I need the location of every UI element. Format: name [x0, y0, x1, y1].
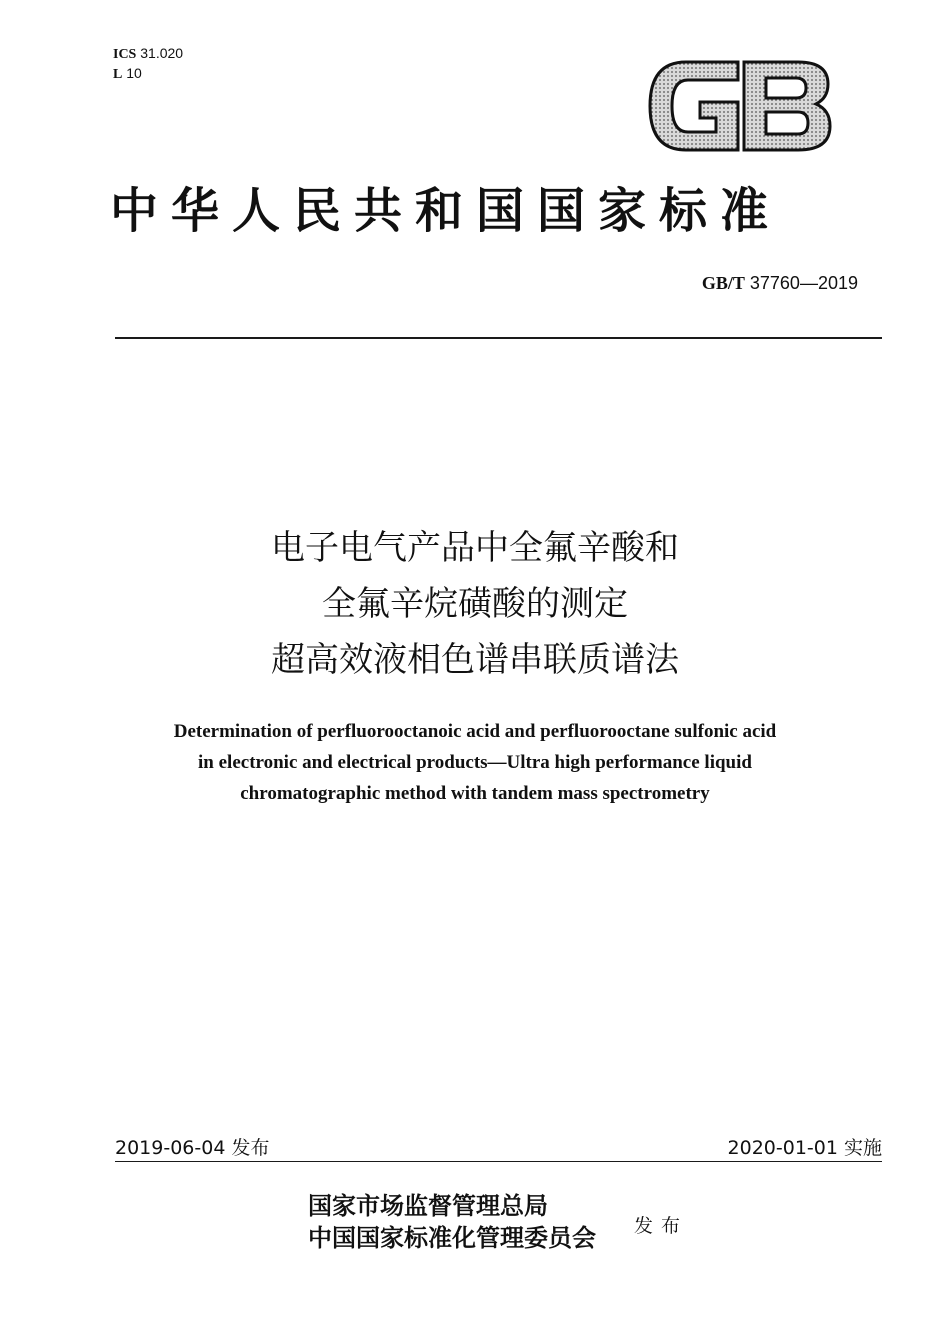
issue-date: 2019-06-04 发布 — [115, 1137, 270, 1159]
ics-label: ICS — [113, 47, 137, 62]
issuing-authorities — [308, 1190, 596, 1254]
standard-prefix: GB/T — [701, 273, 745, 293]
english-title-line: Determination of perfluorooctanoic acid and perfluorooctane sulfonic acid — [173, 721, 777, 742]
english-title-line: in electronic and electrical products—Ultra high performance liquid — [198, 752, 752, 773]
english-title — [0, 716, 950, 809]
class-label: L — [113, 67, 123, 82]
issuer-name: 中国国家标准化管理委员会 — [308, 1223, 596, 1252]
footer-divider — [115, 1161, 882, 1162]
ics-line — [113, 44, 183, 64]
ics-code: 31.020 — [140, 45, 184, 61]
national-standard-heading: 中华人民共和国国家标准 — [110, 183, 782, 239]
english-title-line: chromatographic method with tandem mass spectrometry — [240, 783, 710, 804]
issue-label: 发布 — [634, 1215, 689, 1237]
chinese-title-line: 超高效液相色谱串联质谱法 — [271, 640, 679, 680]
chinese-title-line: 全氟辛烷磺酸的测定 — [322, 584, 628, 624]
issuer-name: 国家市场监督管理总局 — [308, 1191, 548, 1220]
chinese-title-line: 电子电气产品中全氟辛酸和 — [271, 528, 679, 568]
standard-code: 37760—2019 — [749, 273, 858, 293]
standard-number — [702, 273, 858, 294]
class-line — [113, 64, 183, 84]
classification-codes — [113, 44, 183, 84]
header-divider — [115, 337, 882, 339]
class-code: 10 — [126, 65, 142, 81]
gb-logo — [646, 58, 832, 154]
chinese-title — [0, 520, 950, 688]
implementation-date: 2020-01-01 实施 — [727, 1137, 882, 1159]
